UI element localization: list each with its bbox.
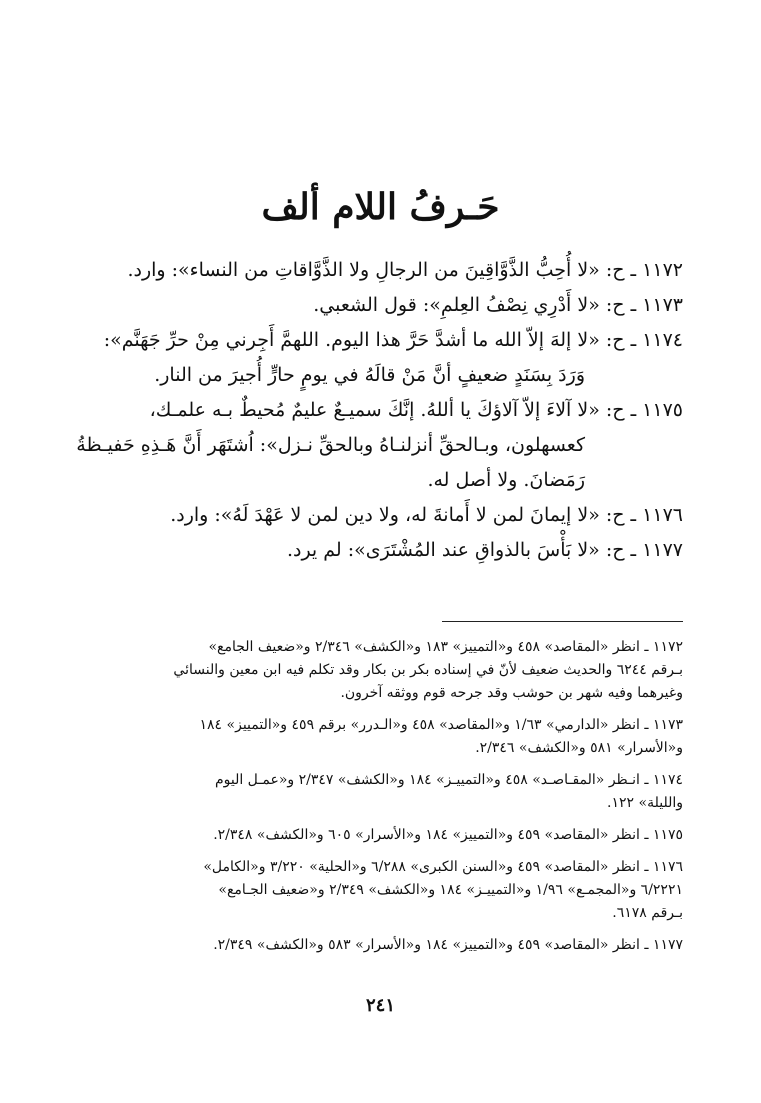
footnote-1176	[78, 856, 683, 925]
entry-1172	[78, 253, 683, 288]
entry-line: ١١٧٣ ـ ح: «لا أَدْرِي نِصْفُ العِلمِ»: قول الشعبي.	[313, 294, 683, 316]
footnote-1177	[78, 934, 683, 957]
footnote-line: ٦/٢٢٢١ و«المجمـع» ١/٩٦ و«التمييـز» ١٨٤ و«الكشف» ٢/٣٤٩ و«ضعيف الجـامع»	[218, 882, 683, 898]
entry-line: ١١٧٢ ـ ح: «لا أُحِبُّ الذَّوَّاقِينَ من الرجالِ ولا الذَّوَّاقاتِ من النساء»: وارد.	[127, 259, 683, 281]
footnote-1174	[78, 769, 683, 815]
book-page	[78, 0, 683, 1103]
footnote-line: ١١٧٥ ـ انظر «المقاصد» ٤٥٩ و«التمييز» ١٨٤ و«الأسرار» ٦٠٥ و«الكشف» ٢/٣٤٨.	[213, 827, 683, 843]
footnote-line: والليلة» ١٢٢.	[607, 795, 683, 811]
footnote-line: بـرقم ٦٢٤٤ والحديث ضعيف لأنّ في إسناده بكر بن بكار وقد تكلم فيه ابن معين والنسائي	[173, 662, 683, 678]
footnote-line: ١١٧٢ ـ انظر «المقاصد» ٤٥٨ و«التمييز» ١٨٣ و«الكشف» ٢/٣٤٦ و«ضعيف الجامع»	[208, 639, 683, 655]
footnote-line: و«الأسرار» ٥٨١ و«الكشف» ٢/٣٤٦.	[475, 740, 683, 756]
footnote-divider	[442, 621, 683, 622]
entry-1173	[78, 288, 683, 323]
footnote-line: ١١٧٣ ـ انظر «الدارمي» ١/٦٣ و«المقاصد» ٤٥٨ و«الـدرر» برقم ٤٥٩ و«التمييز» ١٨٤	[199, 717, 683, 733]
entry-line: رَمَضانَ. ولا أصل له.	[427, 469, 585, 491]
entry-line: ١١٧٦ ـ ح: «لا إيمانَ لمن لا أَمانةَ له، ولا دين لمن لا عَهْدَ لَهُ»: وارد.	[170, 504, 683, 526]
entry-line: كعسهلون، وبـالحقِّ أنزلنـاهُ وبالحقِّ نـزل»: اُشتَهَر أَنَّ هَـذِهِ حَفيـظةُ	[76, 434, 585, 456]
entry-1177	[78, 533, 683, 568]
footnote-1175	[78, 824, 683, 847]
entries-list	[78, 253, 683, 568]
footnote-line: ١١٧٦ ـ انظر «المقاصد» ٤٥٩ و«السنن الكبرى» ٦/٢٨٨ و«الحلية» ٣/٢٢٠ و«الكامل»	[203, 859, 683, 875]
entry-1174	[78, 323, 683, 393]
chapter-title: حَـرفُ اللام ألف	[261, 186, 500, 228]
footnotes	[78, 636, 683, 966]
entry-line: ١١٧٧ ـ ح: «لا بَأْسَ بالذواقِ عند المُشْتَرَى»: لم يرد.	[286, 539, 683, 561]
entry-1176	[78, 498, 683, 533]
entry-1175	[78, 393, 683, 498]
footnote-line: بـرقم ٦١٧٨.	[612, 905, 683, 921]
footnote-1172	[78, 636, 683, 705]
entry-line: ١١٧٤ ـ ح: «لا إلهَ إلاّ الله ما أشدَّ حَرَّ هذا اليوم. اللهمَّ أَجِرني مِنْ حرِّ جَهَنَّم»:	[103, 329, 683, 351]
entry-line: ١١٧٥ ـ ح: «لا آلاءَ إلاّ آلاؤكَ يا أللهُ. إنَّكَ سميـعٌ عليمٌ مُحيطٌ بـه علمـك،	[149, 399, 683, 421]
page-number: ٢٤١	[365, 995, 395, 1016]
footnote-line: وغيرهما وفيه شهر بن حوشب وقد جرحه قوم ووثقه آخرون.	[340, 685, 683, 701]
entry-line: وَرَدَ بِسَنَدٍ ضعيفٍ أنَّ مَنْ قالَهُ في يومٍ حارٍّ أُجيرَ من النار.	[154, 364, 585, 386]
footnote-line: ١١٧٤ ـ انـظر «المقـاصـد» ٤٥٨ و«التمييـز» ١٨٤ و«الكشف» ٢/٣٤٧ و«عمـل اليوم	[214, 772, 683, 788]
footnote-1173	[78, 714, 683, 760]
footnote-line: ١١٧٧ ـ انظر «المقاصد» ٤٥٩ و«التمييز» ١٨٤ و«الأسرار» ٥٨٣ و«الكشف» ٢/٣٤٩.	[213, 937, 683, 953]
